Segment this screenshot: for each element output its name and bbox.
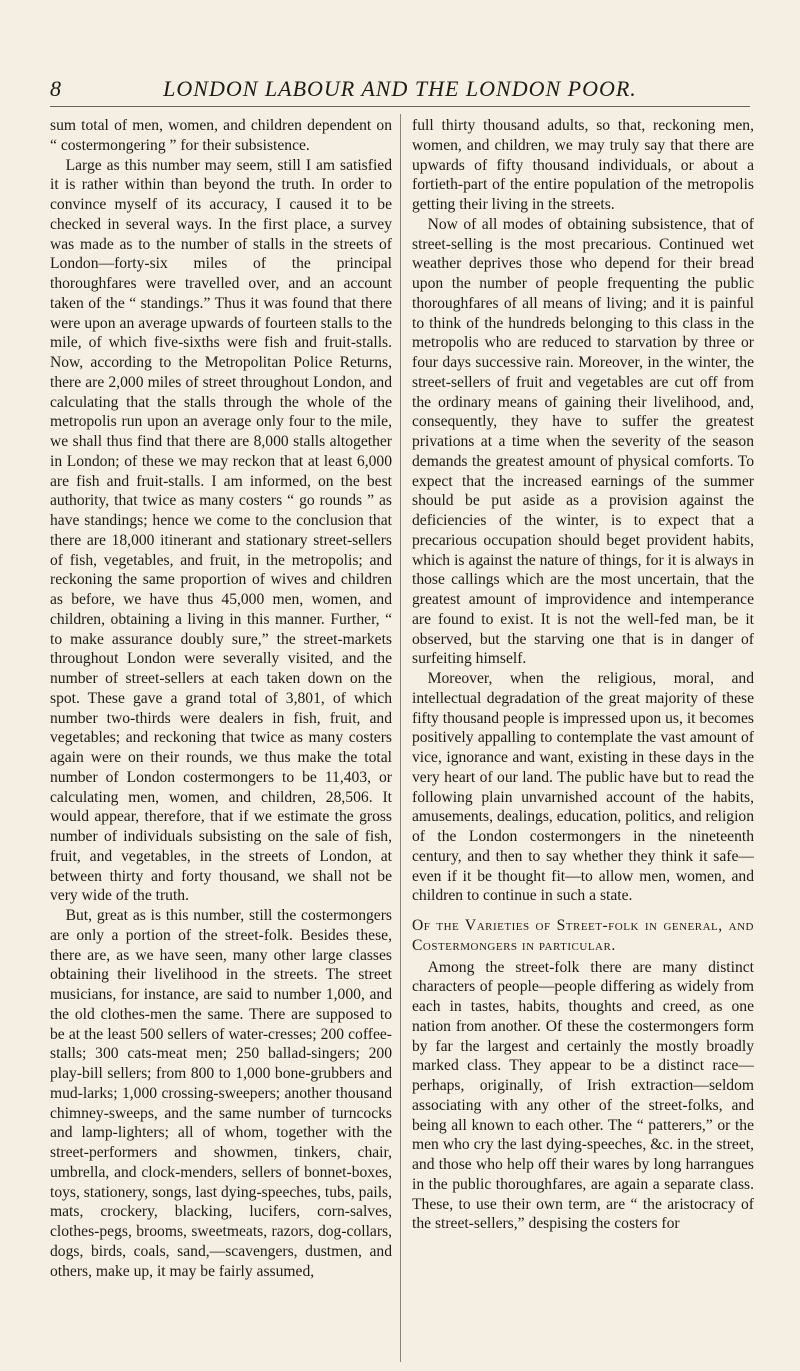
paragraph: Large as this number may seem, still I am satisfied it is rather within than beyond the truth. In order to convince myself of its accuracy, I caused it to be checked in several ways. In the first place, a survey was made as to the number of stalls in the streets of London—forty-six miles of the principal thoroughfares were travelled over, and an account taken of the “ standings.” Thus it was found that there were upon an average upwards of fourteen stalls to the mile, of which five-sixths were fish and fruit-stalls. Now, according to the Metropolitan Police Returns, there are 2,000 miles of street throughout London, and calculating that the stalls through the whole of the metropolis run upon an average only four to the mile, we shall thus find that there are 8,000 stalls altogether in London; of these we may reckon that at least 6,000 are fish and fruit-stalls. I am informed, on the best authority, that twice as many costers “ go rounds ” as have standings; hence we come to the conclusion that there are 18,000 itinerant and stationary street-sellers of fish, vegetables, and fruit, in the metropolis; and reckoning the same proportion of wives and children as before, we have thus 45,000 men, women, and children, obtaining a living in this manner. Further, “ to make assurance doubly sure,” the street-markets throughout London were severally visited, and the number of street-sellers at each taken down on the spot. These gave a grand total of 3,801, of which number two-thirds were dealers in fish, fruit, and vegetables; and reckoning that twice as many costers again were on their rounds, we thus make the total number of London costermongers to be 11,403, or calculating men, women, and children, 28,506. It would appear, therefore, that if we estimate the gross number of individuals subsisting on the sale of fish, fruit, and vegetables, in the streets of London, at between thirty and forty thousand, we shall not be very wide of the truth. <box>50 156 392 905</box>
paragraph: Moreover, when the religious, moral, and intellectual degradation of the great majority of these fifty thousand people is impressed upon us, it becomes positively appalling to contemplate the vast amount of vice, ignorance and want, existing in these days in the very heart of our land. The public have but to read the following plain unvarnished account of the habits, amusements, dealings, education, politics, and religion of the London costermongers in the nineteenth century, and then to say whether they think it safe—even if it be thought fit—to allow men, women, and children to continue in such a state. <box>412 670 754 905</box>
header-rule <box>50 106 750 107</box>
paragraph: But, great as is this number, still the costermongers are only a portion of the street-folk. Besides these, there are, as we have seen, many other large classes obtaining their livelihood in the streets. The street musicians, for instance, are said to number 1,000, and the old clothes-men the same. There are supposed to be at the least 500 sellers of water-cresses; 200 coffee-stalls; 300 cats-meat men; 250 ballad-singers; 200 play-bill sellers; from 800 to 1,000 bone-grubbers and mud-larks; 1,000 crossing-sweepers; another thousand chimney-sweeps, and the same number of turncocks and lamp-lighters; all of whom, together with the street-performers and showmen, tinkers, chair, umbrella, and clock-menders, sellers of bonnet-boxes, toys, stationery, songs, last dying-speeches, tubs, pails, mats, crockery, blacking, lucifers, corn-salves, clothes-pegs, brooms, sweetmeats, razors, dog-collars, dogs, birds, coals, sand,—scavengers, dustmen, and others, make up, it may be fairly assumed, <box>50 907 393 1280</box>
column-divider <box>400 114 401 1362</box>
paragraph: Now of all modes of obtaining subsistence, that of street-selling is the most precarious. Continued wet weather deprives those who depend for their bread upon the number of people frequenting the public thoroughfares of all means of living; and it is painful to think of the hundreds belonging to this class in the metropolis who are reduced to starvation by three or four days successive rain. Moreover, in the winter, the street-sellers of fruit and vegetables are cut off from the ordinary means of gaining their livelihood, and, consequently, they have to suffer the greatest privations at a time when the severity of the season demands the greatest amount of physical comforts. To expect that the increased earnings of the summer should be put aside as a provision against the deficiencies of the winter, is to expect that a precarious occupation should beget provident habits, which is against the nature of things, for it is always in those callings which are the most uncertain, that the greatest amount of improvidence and intemperance are found to exist. It is not the well-fed man, be it observed, but the starving one that is in danger of surfeiting himself. <box>412 215 754 668</box>
running-title: LONDON LABOUR AND THE LONDON POOR. <box>163 76 637 101</box>
left-column <box>50 116 392 1281</box>
paragraph: sum total of men, women, and children dependent on “ costermongering ” for their subsistence. <box>50 117 392 154</box>
page-header <box>50 76 750 106</box>
paragraph: full thirty thousand adults, so that, reckoning men, women, and children, we may truly say that there are upwards of fifty thousand individuals, or about a fortieth-part of the entire population of the metropolis getting their living in the streets. <box>412 117 754 213</box>
section-heading: Of the Varieties of Street-folk in general, and Costermongers in particular. <box>412 917 754 954</box>
paragraph: Among the street-folk there are many distinct characters of people—people differing as widely from each in tastes, habits, thoughts and creed, as one nation from another. Of these the costermongers form by far the largest and certainly the mostly broadly marked class. They appear to be a distinct race—perhaps, originally, of Irish extraction—seldom associating with any other of the street-folks, and being all known to each other. The “ patterers,” or the men who cry the last dying-speeches, &c. in the street, and those who help off their wares by long harrangues in the public thoroughfares, are again a separate class. These, to use their own term, are “ the aristocracy of the street-sellers,” despising the costers for <box>412 958 754 1233</box>
page-number: 8 <box>50 76 61 101</box>
right-column <box>412 116 754 1234</box>
